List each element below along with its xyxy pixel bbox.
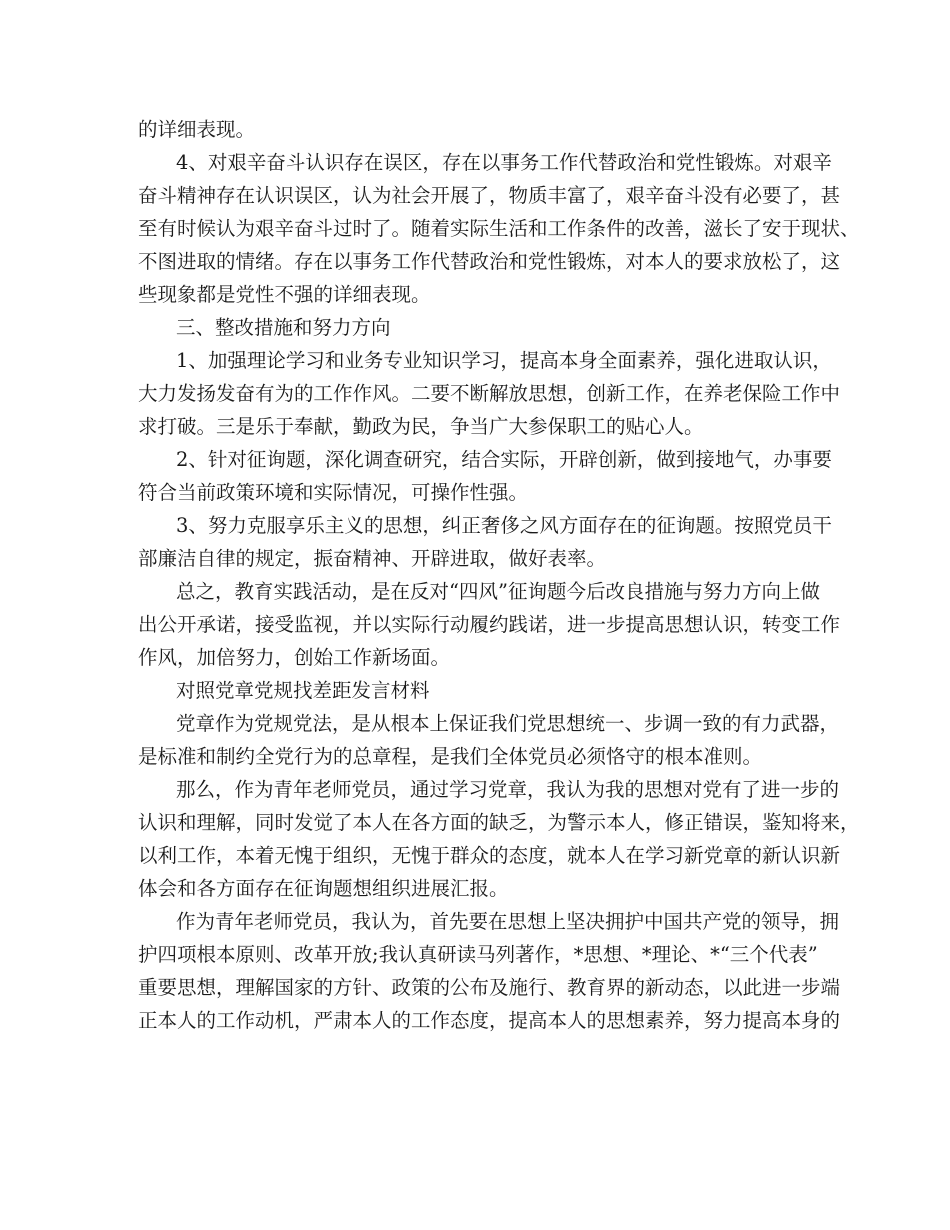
paragraph xyxy=(138,773,860,905)
text-line: 3、努力克服享乐主义的思想，纠正奢侈之风方面存在的征询题。按照党员干 xyxy=(176,514,832,537)
text-line: 党章作为党规党法，是从根本上保证我们党思想统一、步调一致的有力武器， xyxy=(176,712,840,735)
text-line: 的详细表现。 xyxy=(138,118,256,141)
document-body xyxy=(138,113,860,1037)
text-line: 是标准和制约全党行为的总章程，是我们全体党员必须恪守的根本准则。 xyxy=(138,745,763,768)
paragraph xyxy=(138,674,818,707)
paragraph xyxy=(138,113,818,146)
text-line: 对照党章党规找差距发言材料 xyxy=(176,679,430,702)
text-line: 奋斗精神存在认识误区，认为社会开展了，物质丰富了，艰辛奋斗没有必要了，甚 xyxy=(138,184,841,207)
text-line: 1、加强理论学习和业务专业知识学习，提高本身全面素养，强化进取认识， xyxy=(176,349,832,372)
paragraph xyxy=(138,146,860,311)
paragraph xyxy=(138,443,832,509)
text-line: 些现象都是党性不强的详细表现。 xyxy=(138,283,431,306)
text-line: 4、对艰辛奋斗认识存在误区，存在以事务工作代替政治和党性锻炼。对艰辛 xyxy=(176,151,832,174)
text-line: 求打破。三是乐于奉献，勤政为民，争当广大参保职工的贴心人。 xyxy=(138,415,704,438)
text-line: 认识和理解，同时发觉了本人在各方面的缺乏，为警示本人，修正错误，鉴知将来， xyxy=(138,811,860,834)
text-line: 那么，作为青年老师党员，通过学习党章，我认为我的思想对党有了进一步的 xyxy=(176,778,840,801)
text-line: 总之，教育实践活动，是在反对“四风”征询题今后改良措施与努力方向上做 xyxy=(176,580,820,603)
paragraph xyxy=(138,575,841,674)
paragraph xyxy=(138,905,841,1037)
paragraph xyxy=(138,311,818,344)
text-line: 三、整改措施和努力方向 xyxy=(176,316,391,339)
text-line: 至有时候认为艰辛奋斗过时了。随着实际生活和工作条件的改善，滋长了安于现状、 xyxy=(138,217,860,240)
text-line: 作风，加倍努力，创始工作新场面。 xyxy=(138,646,451,669)
text-line: 以利工作，本着无愧于组织，无愧于群众的态度，就本人在学习新党章的新认识新 xyxy=(138,844,841,867)
text-line: 不图进取的情绪。存在以事务工作代替政治和党性锻炼，对本人的要求放松了，这 xyxy=(138,250,841,273)
text-line: 2、针对征询题，深化调查研究，结合实际，开辟创新，做到接地气，办事要 xyxy=(176,448,832,471)
text-line: 出公开承诺，接受监视，并以实际行动履约践诺，进一步提高思想认识，转变工作 xyxy=(138,613,841,636)
text-line: 正本人的工作动机，严肃本人的工作态度，提高本人的思想素养，努力提高本身的 xyxy=(138,1009,841,1032)
text-line: 大力发扬发奋有为的工作作风。二要不断解放思想，创新工作，在养老保险工作中 xyxy=(138,382,841,405)
text-line: 符合当前政策环境和实际情况，可操作性强。 xyxy=(138,481,529,504)
paragraph xyxy=(138,509,832,575)
text-line: 体会和各方面存在征询题想组织进展汇报。 xyxy=(138,877,509,900)
paragraph xyxy=(138,344,841,443)
text-line: 部廉洁自律的规定，振奋精神、开辟进取，做好表率。 xyxy=(138,547,607,570)
text-line: 护四项根本原则、改革开放;我认真研读马列著作，*思想、*理论、*“三个代表” xyxy=(138,943,818,966)
text-line: 作为青年老师党员，我认为，首先要在思想上坚决拥护中国共产党的领导，拥 xyxy=(176,910,840,933)
text-line: 重要思想，理解国家的方针、政策的公布及施行、教育界的新动态，以此进一步端 xyxy=(138,976,841,999)
paragraph xyxy=(138,707,840,773)
